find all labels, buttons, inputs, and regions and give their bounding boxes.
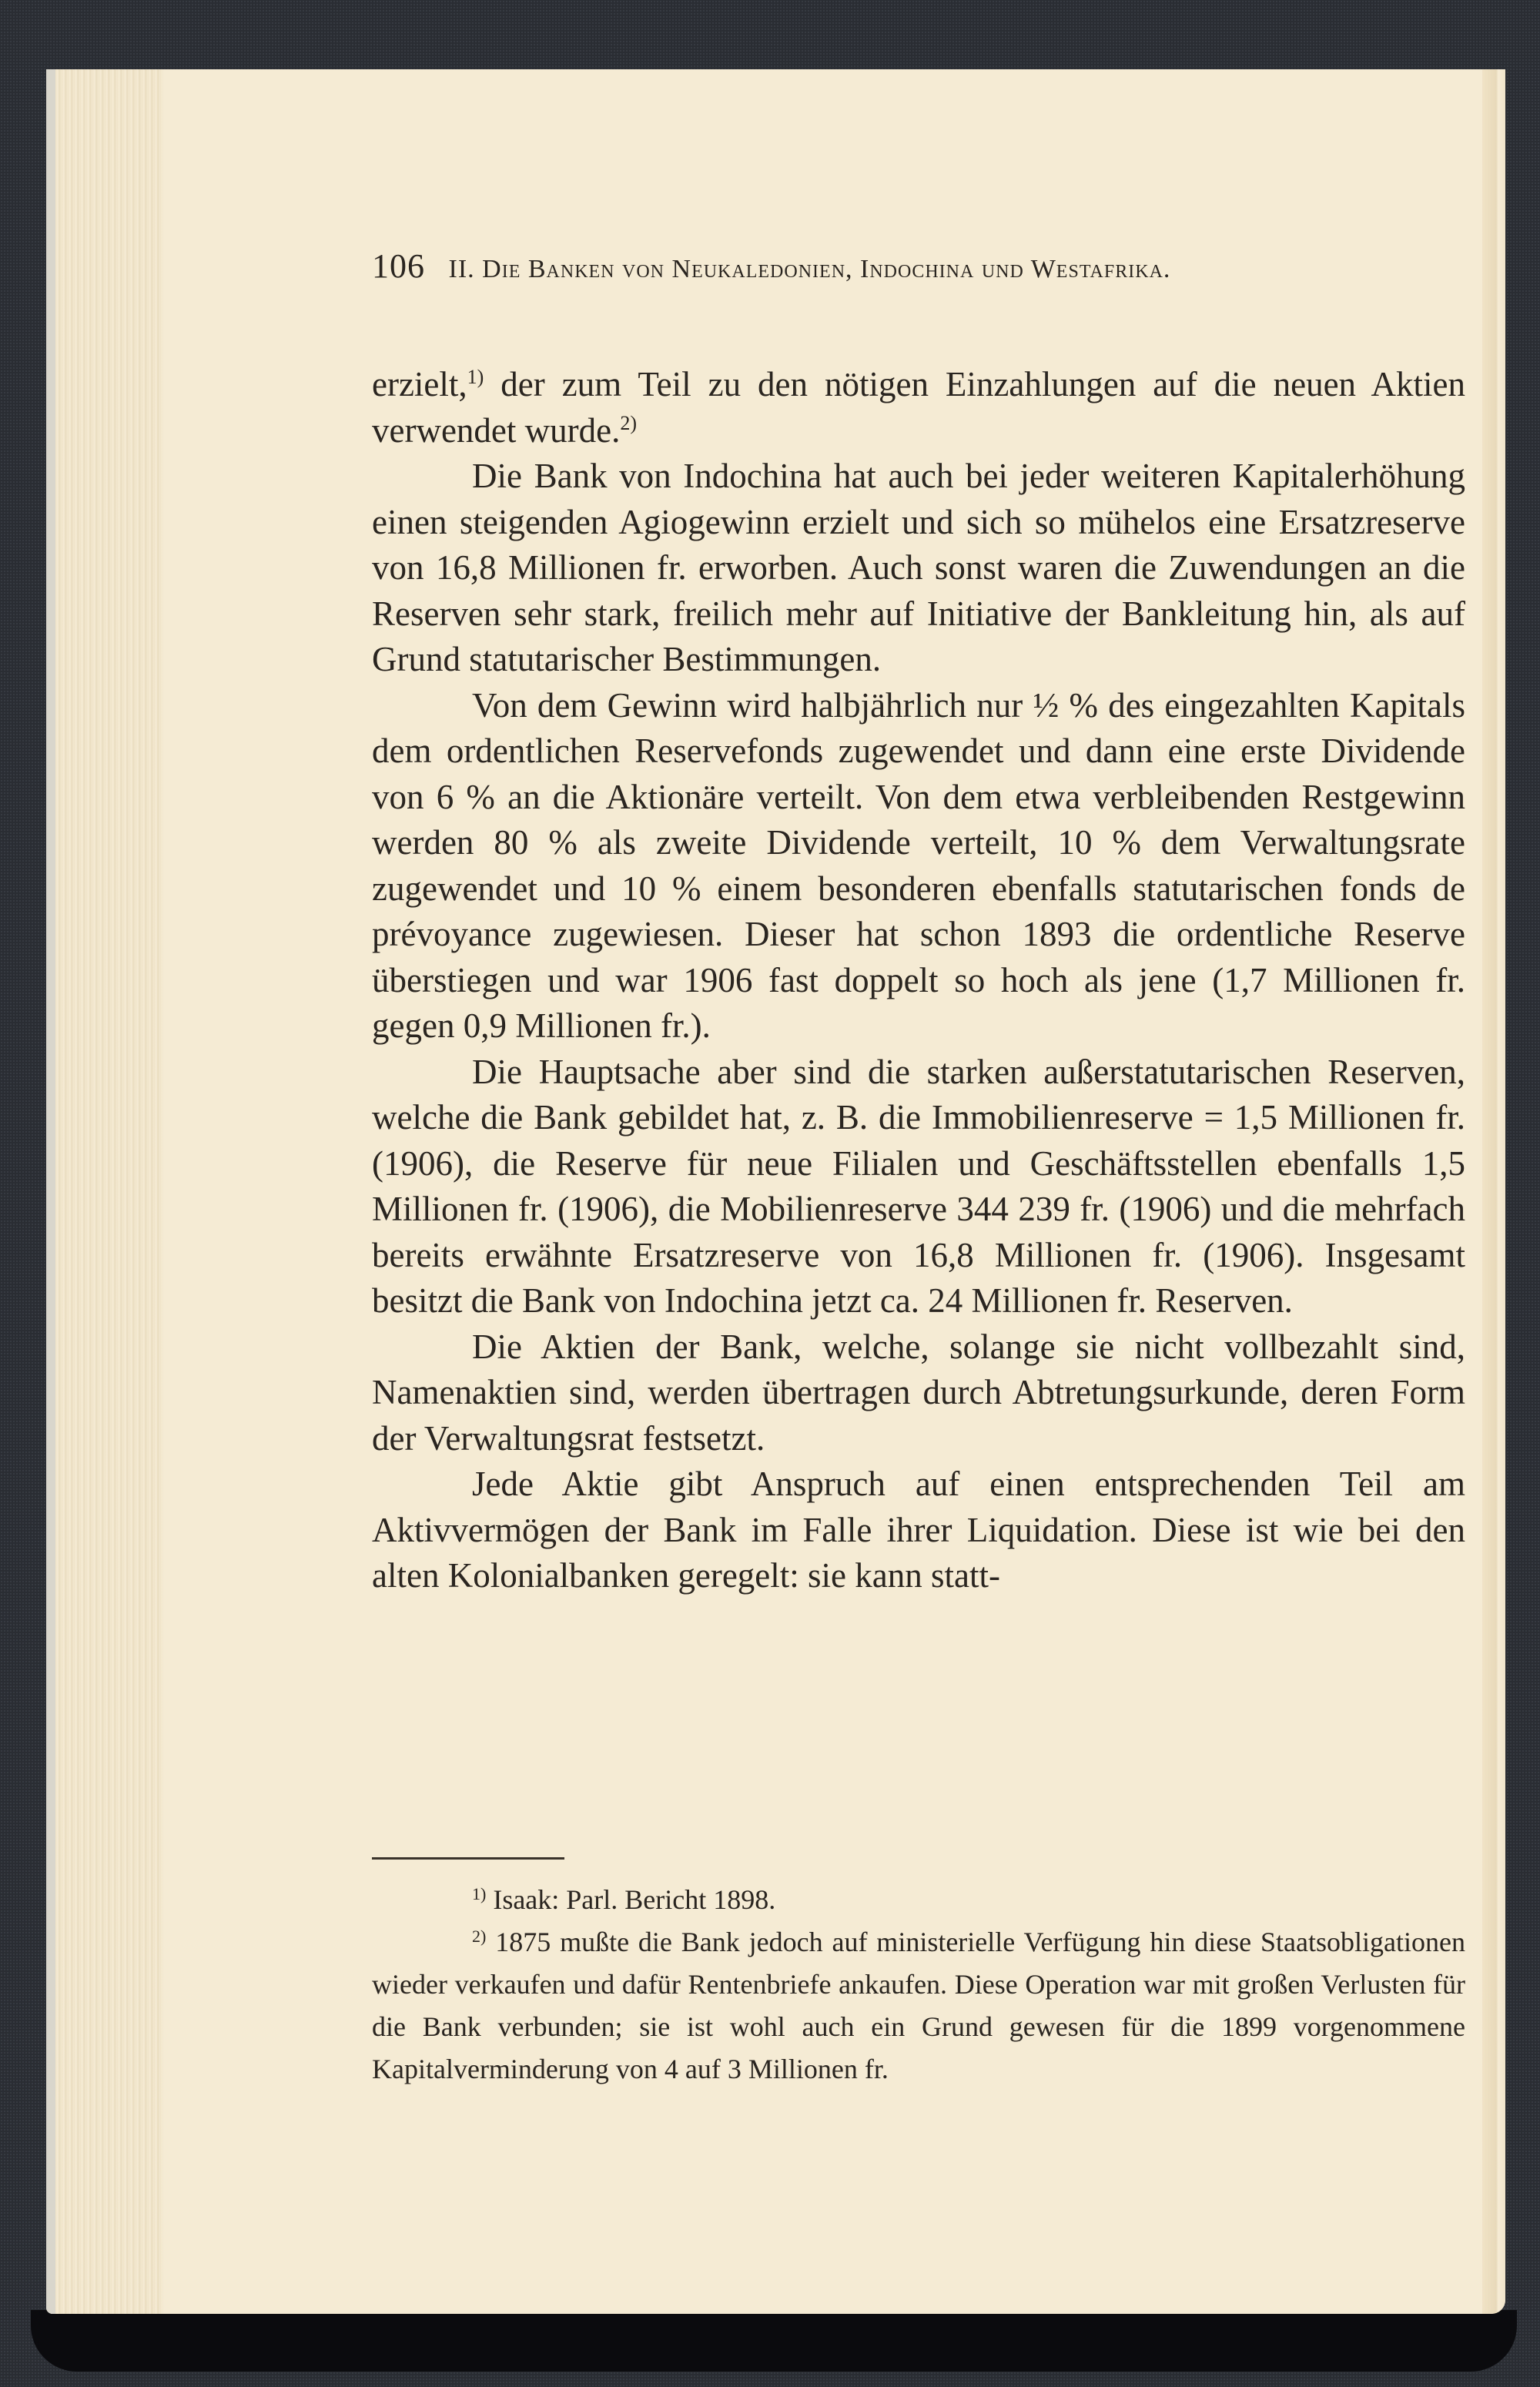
paragraph: Jede Aktie gibt Anspruch auf einen entsprechenden Teil am Aktivvermögen der Bank im Falle ihrer Liquidation. Diese ist wie bei den alten Kolonialbanken geregelt: sie kann statt- bbox=[372, 1465, 1465, 1595]
page-gutter bbox=[1482, 69, 1505, 2314]
footnote-ref-2: 2) bbox=[620, 411, 638, 434]
page-fore-edge bbox=[46, 69, 163, 2314]
footnote-text: 1875 mußte die Bank jedoch auf ministerielle Verfügung hin diese Staatsobligationen wieder verkaufen und dafür Rentenbriefe ankaufen. Diese Operation war mit großen Verlusten für die Bank verbunden; sie ist wohl auch ein Grund gewesen für die 1899 vorgenommene Kapitalverminderung von 4 auf 3 Millionen fr. bbox=[372, 1927, 1465, 2084]
footnote-rule bbox=[372, 1857, 564, 1860]
running-head: II. Die Banken von Neukaledonien, Indochina und Westafrika. bbox=[448, 255, 1171, 283]
page-shadow bbox=[31, 2310, 1517, 2372]
paragraph: Die Bank von Indochina hat auch bei jeder weiteren Kapitalerhöhung einen steigenden Agiogewinn erzielt und sich so mühelos eine Ersatzreserve von 16,8 Millionen fr. erworben. Auch sonst waren die Zuwendungen an die Reserven sehr stark, freilich mehr auf Initiative der Bankleitung hin, als auf Grund statutarischer Bestimmungen. bbox=[372, 457, 1465, 678]
footnote-marker: 2) bbox=[472, 1927, 487, 1946]
paragraph: Die Hauptsache aber sind die starken außerstatutarischen Reserven, welche die Bank gebildet hat, z. B. die Immobilienreserve = 1,5 Millionen fr. (1906), die Reserve für neue Filialen und Geschäftsstellen ebenfalls 1,5 Millionen fr. (1906), die Mobilienreserve 344 239 fr. (1906) und die mehrfach bereits erwähnte Ersatzreserve von 16,8 Millionen fr. (1906). Insgesamt besitzt die Bank von Indochina jetzt ca. 24 Millionen fr. Reserven. bbox=[372, 1052, 1465, 1320]
footnote-2 bbox=[372, 1921, 1465, 2091]
footnote-1 bbox=[372, 1879, 1465, 1921]
paragraph: Die Aktien der Bank, welche, solange sie nicht vollbezahlt sind, Namenaktien sind, werden übertragen durch Abtretungsurkunde, deren Form der Verwaltungsrat festsetzt. bbox=[372, 1327, 1465, 1458]
footnote-text: Isaak: Parl. Bericht 1898. bbox=[486, 1884, 776, 1915]
page-header bbox=[372, 246, 1465, 286]
text-fragment: der zum Teil zu den nötigen Einzahlungen auf die neuen Aktien verwendet wurde. bbox=[372, 365, 1465, 450]
body-text bbox=[372, 362, 1465, 1599]
page-number: 106 bbox=[372, 247, 425, 285]
text-fragment: erzielt, bbox=[372, 365, 467, 403]
paragraph: Von dem Gewinn wird halbjährlich nur ½ % des eingezahlten Kapitals dem ordentlichen Reservefonds zugewendet und dann eine erste Dividende von 6 % an die Aktionäre verteilt. Von dem etwa verbleibenden Restgewinn werden 80 % als zweite Dividende verteilt, 10 % dem Verwaltungsrate zugewendet und 10 % einem besonderen ebenfalls statutarischen fonds de prévoyance zugewiesen. Dieser hat schon 1893 die ordentliche Reserve überstiegen und war 1906 fast doppelt so hoch als jene (1,7 Millionen fr. gegen 0,9 Millionen fr.). bbox=[372, 685, 1465, 1045]
footnote-ref-1: 1) bbox=[467, 366, 484, 388]
paragraph-continued bbox=[372, 362, 1465, 454]
book-page bbox=[46, 69, 1505, 2314]
footnotes bbox=[372, 1879, 1465, 2091]
footnote-marker: 1) bbox=[472, 1884, 487, 1903]
